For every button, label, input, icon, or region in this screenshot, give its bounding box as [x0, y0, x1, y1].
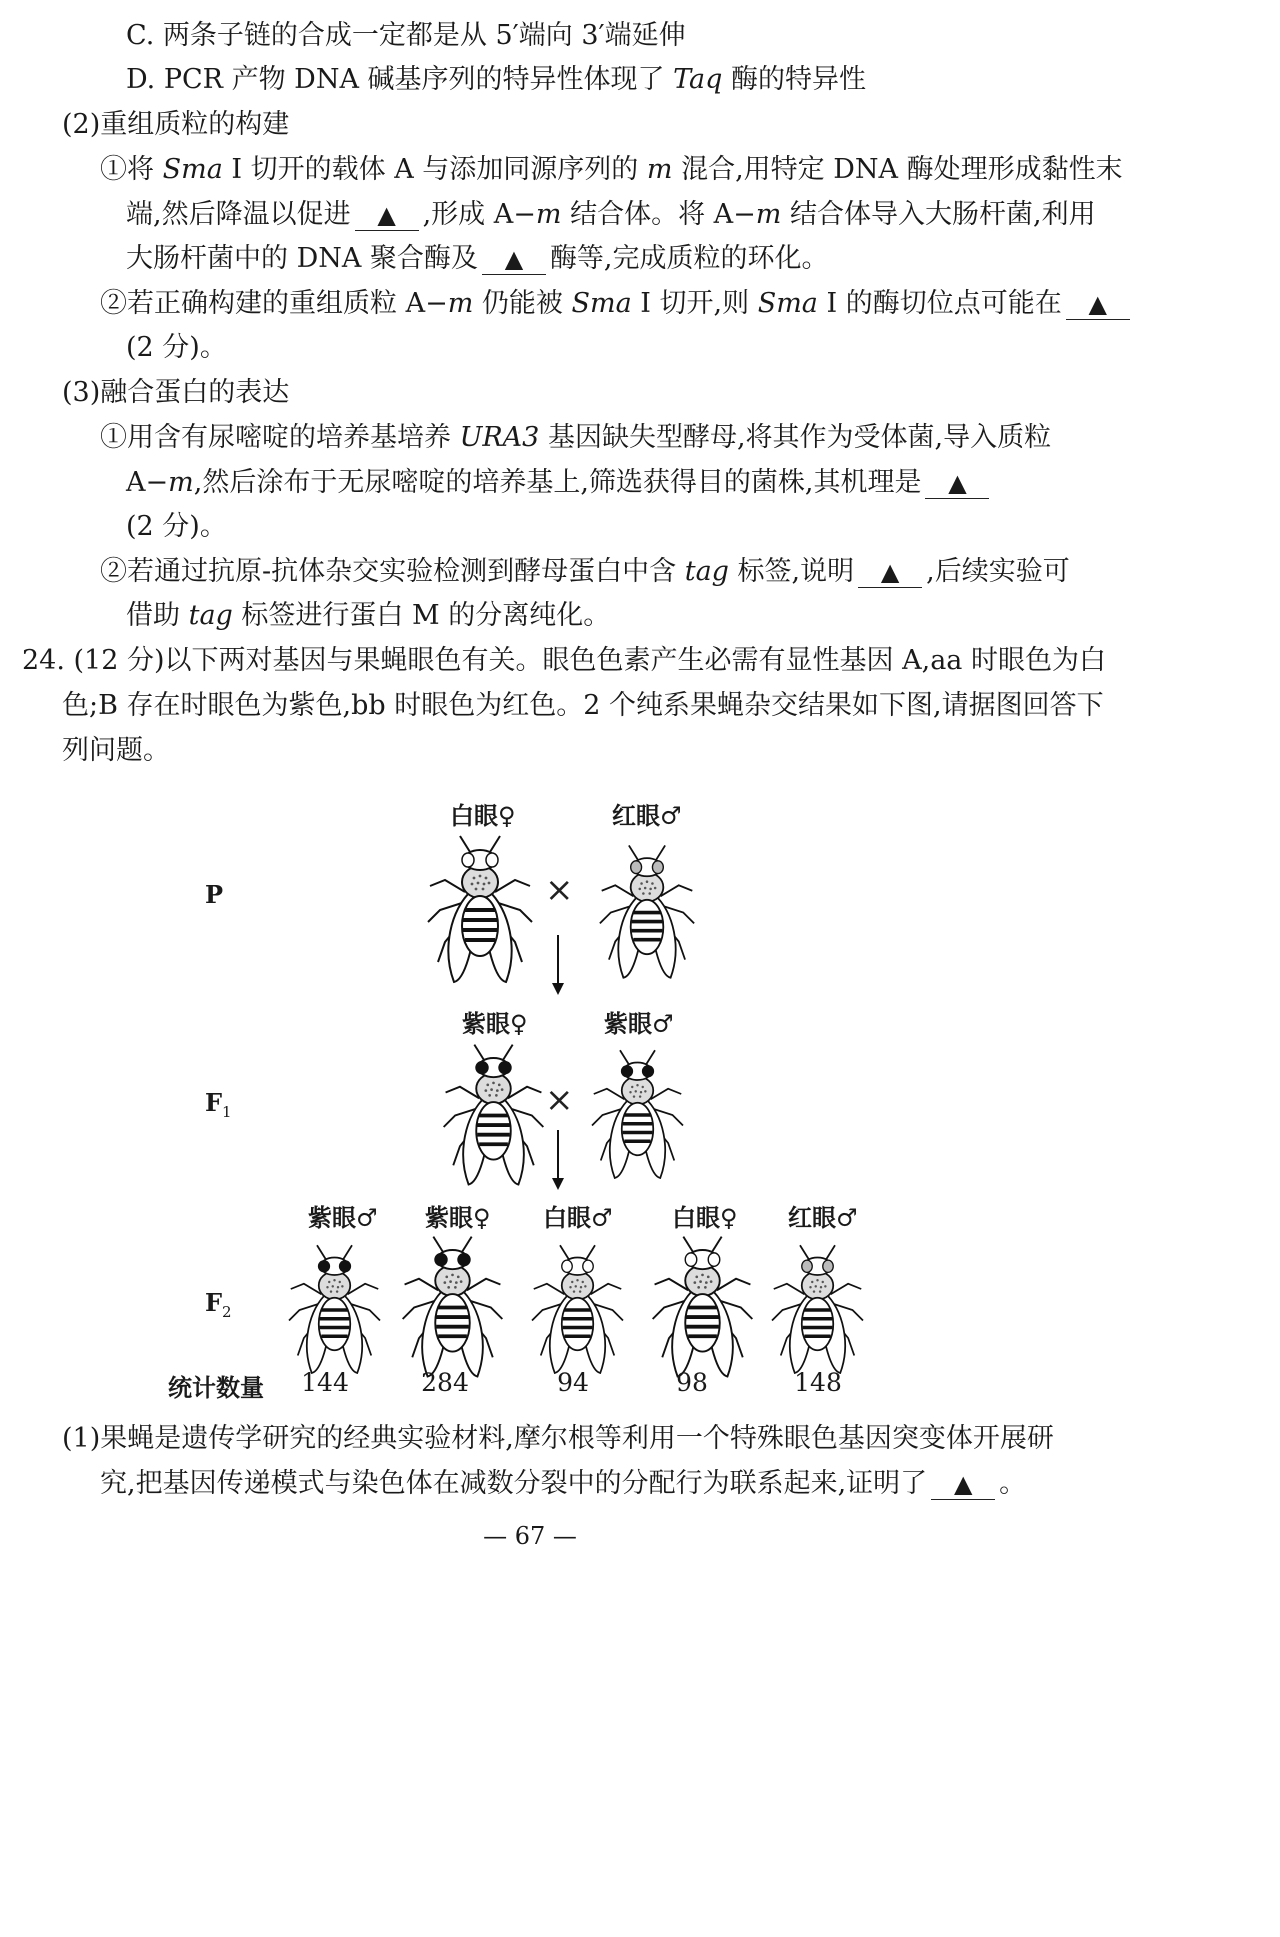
section-3-title: (3)融合蛋白的表达	[62, 377, 290, 408]
f2-label-purple-male: 紫眼♂	[308, 1203, 378, 1232]
cross-symbol: ×	[545, 1080, 574, 1120]
score-note: (2 分)。	[126, 511, 227, 542]
f2-purple-eye-female-fly-image	[395, 1230, 510, 1385]
f2-purple-eye-male-fly-image	[282, 1240, 387, 1380]
section-3-item-1-line-1: ①用含有尿嘧啶的培养基培养 URA3 基因缺失型酵母,将其作为受体菌,导入质粒	[100, 422, 1052, 453]
f2-white-eye-female-fly-image	[645, 1230, 760, 1385]
purple-eye-male-fly-image	[585, 1045, 690, 1185]
red-eye-male-fly-image	[592, 840, 702, 985]
f1-female-label: 紫眼♀	[462, 1009, 528, 1038]
q24-intro-line-1: 24. (12 分)以下两对基因与果蝇眼色有关。眼色色素产生必需有显性基因 A,aa 时眼色为白	[22, 645, 1106, 676]
f2-label-purple-female: 紫眼♀	[425, 1203, 491, 1232]
generation-p-label: P	[205, 880, 224, 909]
f2-red-eye-male-fly-image	[765, 1240, 870, 1380]
count-purple-male: 144	[301, 1368, 349, 1397]
section-3-item-2-line-1: ②若通过抗原-抗体杂交实验检测到酵母蛋白中含 tag 标签,说明 ▲ ,后续实验可	[100, 556, 1070, 587]
page-number: — 67 —	[483, 1522, 577, 1550]
answer-blank[interactable]: ▲	[858, 557, 922, 588]
generation-f1-label: $F_1$	[205, 1088, 232, 1121]
q24-part1-line-2: 究,把基因传递模式与染色体在减数分裂中的分配行为联系起来,证明了 ▲ 。	[100, 1468, 1027, 1499]
count-red-male: 148	[794, 1368, 842, 1397]
answer-blank[interactable]: ▲	[482, 244, 546, 275]
count-white-male: 94	[557, 1368, 589, 1397]
answer-blank[interactable]: ▲	[925, 468, 989, 499]
answer-blank[interactable]: ▲	[1066, 289, 1130, 320]
score-note: (2 分)。	[126, 332, 227, 363]
section-3-item-1-line-2: A−m,然后涂布于无尿嘧啶的培养基上,筛选获得目的菌株,其机理是 ▲	[126, 465, 993, 501]
white-eye-female-fly-image	[420, 830, 540, 990]
generation-f2-label: $F_2$	[205, 1288, 232, 1321]
p-male-label: 红眼♂	[612, 801, 682, 830]
section-2-item-1-line-2: 端,然后降温以促进 ▲ ,形成 A−m 结合体。将 A−m 结合体导入大肠杆菌,利用	[126, 199, 1096, 230]
f2-label-white-female: 白眼♀	[672, 1203, 738, 1232]
option-c: C. 两条子链的合成一定都是从 5′端向 3′端延伸	[126, 20, 686, 51]
q24-intro-line-3: 列问题。	[62, 735, 170, 766]
answer-blank[interactable]: ▲	[355, 200, 419, 231]
section-2-title: (2)重组质粒的构建	[62, 109, 290, 140]
p-to-f1-arrow	[548, 935, 568, 997]
p-female-label: 白眼♀	[450, 801, 516, 830]
section-3-item-2-line-2: 借助 tag 标签进行蛋白 M 的分离纯化。	[126, 600, 611, 631]
f1-to-f2-arrow	[548, 1130, 568, 1192]
cross-symbol: ×	[545, 870, 574, 910]
f2-white-eye-male-fly-image	[525, 1240, 630, 1380]
option-d: D. PCR 产物 DNA 碱基序列的特异性体现了 Taq 酶的特异性	[126, 64, 866, 95]
count-row-label: 统计数量	[168, 1373, 264, 1402]
section-2-item-1-line-3: 大肠杆菌中的 DNA 聚合酶及 ▲ 酶等,完成质粒的环化。	[126, 243, 829, 274]
purple-eye-female-fly-image	[436, 1038, 551, 1193]
answer-blank[interactable]: ▲	[931, 1469, 995, 1500]
section-2-item-1-line-1: ①将 Sma Ⅰ 切开的载体 A 与添加同源序列的 m 混合,用特定 DNA 酶处理形成黏性末	[100, 154, 1123, 185]
section-2-item-2-line-1: ②若正确构建的重组质粒 A−m 仍能被 Sma Ⅰ 切开,则 Sma Ⅰ 的酶切位点可能在 ▲	[100, 286, 1134, 322]
f1-male-label: 紫眼♂	[604, 1009, 674, 1038]
count-white-female: 98	[676, 1368, 708, 1397]
q24-part1-line-1: (1)果蝇是遗传学研究的经典实验材料,摩尔根等利用一个特殊眼色基因突变体开展研	[62, 1423, 1054, 1454]
f2-label-red-male: 红眼♂	[788, 1203, 858, 1232]
count-purple-female: 284	[421, 1368, 469, 1397]
f2-label-white-male: 白眼♂	[543, 1203, 613, 1232]
q24-intro-line-2: 色;B 存在时眼色为紫色,bb 时眼色为红色。2 个纯系果蝇杂交结果如下图,请据图回答下	[62, 690, 1104, 721]
